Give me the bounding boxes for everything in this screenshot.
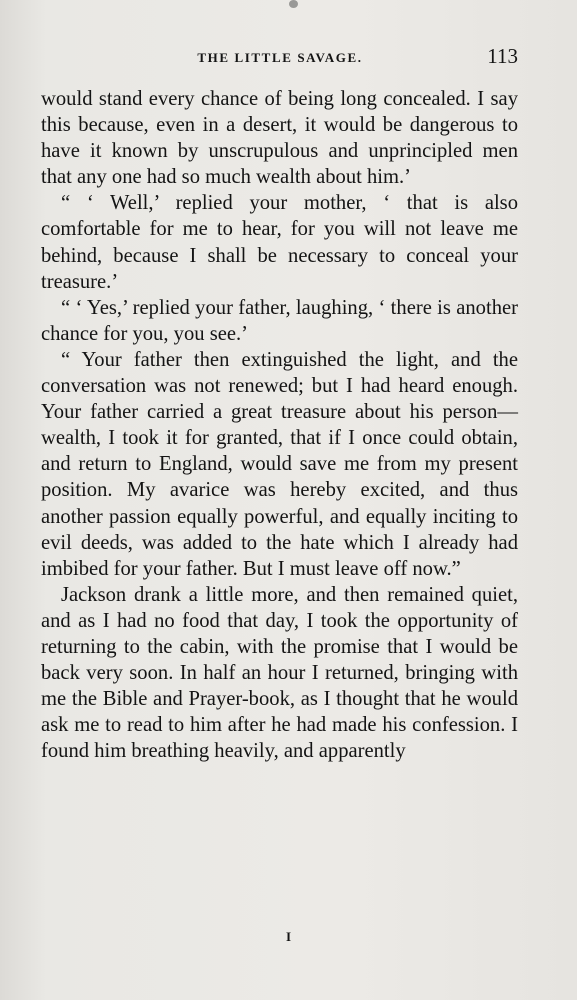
paragraph: “ ‘ Yes,’ replied your father, laughing, ‘ there is another chance for you, you see.’ (41, 296, 518, 345)
paragraph: Jackson drank a little more, and then remained quiet, and as I had no food that day, I took the opportunity of returning to the cabin, with the promise that I would be back very soon. In half an hour I returned, bringing with me the Bible and Prayer-book, as I thought that he would ask me to read to him after he had made his confession. I found him breathing heavily, and apparently (41, 583, 518, 763)
running-title: THE LITTLE SAVAGE. (197, 50, 363, 65)
body-text (41, 86, 518, 764)
page-number: 113 (487, 44, 518, 68)
paragraph: “ ‘ Well,’ replied your mother, ‘ that is also comfortable for me to hear, for you will not leave me behind, because I shall be necessary to conceal your treasure.’ (41, 192, 518, 293)
ink-speck (289, 0, 298, 8)
page-header (42, 44, 518, 72)
paragraph: would stand every chance of being long concealed. I say this because, even in a desert, it would be dangerous to have it known by unscrupulous and unprincipled men that any one had so much wealth about him.’ (41, 88, 518, 189)
paragraph: “ Your father then extinguished the light, and the conversation was not renewed; but I had heard enough. Your father carried a great treasure about his person—wealth, I took it for granted, that if I once could obtain, and return to England, would save me from my present position. My avarice was hereby excited, and thus another passion equally powerful, and equally inciting to evil deeds, was added to the hate which I already had imbibed for your father. But I must leave off now.” (41, 348, 518, 580)
signature-mark: I (285, 929, 292, 944)
